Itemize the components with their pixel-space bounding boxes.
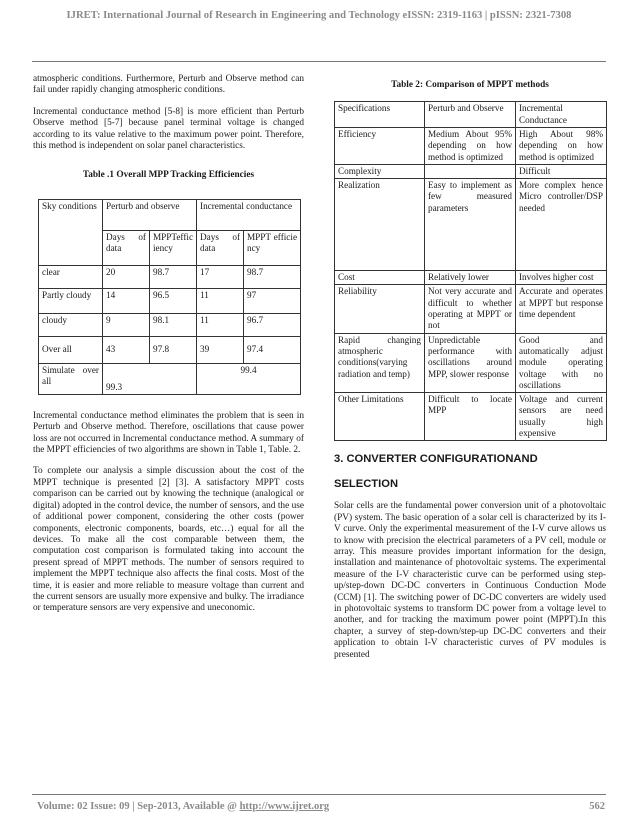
table-row: [335, 102, 607, 128]
table-cell: Difficult to locate MPP: [425, 393, 516, 441]
table-cell: 96.7: [244, 313, 301, 336]
table-cell: Difficult: [516, 164, 607, 178]
table-cell: Specifications: [335, 102, 425, 128]
table-row: [39, 265, 301, 288]
table-cell: Reliability: [335, 285, 425, 333]
table-row: [39, 199, 301, 230]
table-row: [335, 285, 607, 333]
table-cell: Simulate over all: [39, 363, 103, 394]
paragraph: atmospheric conditions. Furthermore, Perturb and Observe method can fail under rapidly changing atmospheric conditions.: [33, 74, 304, 96]
table-cell: MPPT efficiency: [244, 230, 301, 265]
table-cell: Incremental conductance: [197, 199, 301, 230]
table-cell: Perturb and observe: [103, 199, 197, 230]
table-cell: Accurate and operates at MPPT but response time dependent: [516, 285, 607, 333]
paragraph: To complete our analysis a simple discussion about the cost of the MPPT technique is presented [2] [3]. A satisfactory MPPT costs comparison can be carried out by knowing the technique (analogical or digital) adopted in the control device, the number of sensors, and the use of additional power component, considering the other costs (power components, electronic components, boards, etc…) equal for all the devices. To make all the cost comparable between them, the computation cost comparison is formulated taking into account the present spread of MPPT methods. The number of sensors required to implement the MPPT technique also affects the final costs. Most of the time, it is easier and more reliable to measure voltage than current and the current sensors are usually more expensive and bulky. The irradiance or temperature sensors are very expensive and uneconomic.: [33, 466, 304, 614]
table-cell: Realization: [335, 179, 425, 271]
table-row: [39, 313, 301, 336]
section-title-line: 3. CONVERTER CONFIGURATIONAND: [334, 453, 538, 466]
table-cell: Efficiency: [335, 128, 425, 165]
table-row: [39, 336, 301, 363]
table-cell: Partly cloudy: [39, 288, 103, 313]
table-cell: clear: [39, 265, 103, 288]
table-cell: 97: [244, 288, 301, 313]
page-number: 562: [589, 801, 605, 812]
table-cell: Sky conditions: [39, 199, 103, 265]
table-cell: 14: [103, 288, 150, 313]
table-cell: Good and automatically adjust module operating voltage with no oscillations: [516, 333, 607, 392]
table-cell: Incremental Conductance: [516, 102, 607, 128]
mppt-comparison-table: [334, 101, 607, 441]
table-cell-value: 99.3: [106, 381, 123, 392]
table-cell: High About 98% depending on how method is optimized: [516, 128, 607, 165]
table-cell: Relatively lower: [425, 271, 516, 285]
paragraph: Solar cells are the fundamental power conversion unit of a photovoltaic (PV) system. The basic operation of a solar cell is characterized by its I-V curve. Only the experimental measurement of the I-V curve allows us to know with precision the electrical parameters of a PV cell, module or array. This measure provides important information for the design, installation and maintenance of photovoltaic systems. The experimental measure of the I-V characteristic curve can be performed using step-up/step-down DC-DC converters in Continuous Conduction Mode (CCM) [1]. The switching power of DC-DC converters are widely used in photovoltaic systems to transform DC power from a voltage level to another, and for tracking the maximum power point (MPPT).In this chapter, a survey of step-down/step-up DC-DC converters and their application to obtain I-V characteristic curves of PV modules is presented: [334, 501, 606, 660]
table-cell: Days of data: [103, 230, 150, 265]
paragraph: Incremental conductance method eliminates the problem that is seen in Perturb and Observe method. Therefore, oscillations that cause power loss are not occurred in Incremental conductance method. A summary of the MPPT efficiencies of two algorithms are shown in Table 1, Table. 2.: [33, 410, 304, 456]
table1-caption: Table .1 Overall MPP Tracking Efficiencies: [82, 170, 255, 181]
table-row: [39, 288, 301, 313]
mppt-efficiency-table: [38, 199, 301, 395]
table-cell: Complexity: [335, 164, 425, 178]
table-cell: 97.8: [150, 336, 197, 363]
table-cell: Cost: [335, 271, 425, 285]
table-cell: [425, 164, 516, 178]
table-cell: 97.4: [244, 336, 301, 363]
table-cell: Unpredictable performance with oscillations around MPP, slower response: [425, 333, 516, 392]
table-cell: 39: [197, 336, 244, 363]
right-column: [334, 80, 606, 671]
table-cell: [103, 363, 197, 394]
table-cell: 99.4: [197, 363, 301, 394]
table-cell: 11: [197, 313, 244, 336]
journal-link[interactable]: http://www.ijret.org: [239, 801, 330, 812]
table-cell: 17: [197, 265, 244, 288]
table-cell: Involves higher cost: [516, 271, 607, 285]
table-cell: 96.5: [150, 288, 197, 313]
table-row: [39, 363, 301, 394]
table-cell: Over all: [39, 336, 103, 363]
table-cell: Perturb and Observe: [425, 102, 516, 128]
table-row: [335, 179, 607, 271]
table-row: [335, 393, 607, 441]
footer-rule: [32, 794, 606, 795]
table-cell: cloudy: [39, 313, 103, 336]
table-cell: More complex hence Micro controller/DSP needed: [516, 179, 607, 271]
table-row: [335, 271, 607, 285]
table-cell: 98.7: [150, 265, 197, 288]
table-cell: 43: [103, 336, 150, 363]
table-cell: 11: [197, 288, 244, 313]
section-heading: [334, 452, 606, 491]
paragraph: Incremental conductance method [5-8] is more efficient than Perturb Observe method [5-7] because panel terminal voltage is changed according to its value relative to the maximum power point. Therefore, this method is independent on solar panel characteristics.: [33, 106, 304, 152]
table-row: [335, 128, 607, 165]
left-column: [33, 74, 304, 625]
page-footer: [37, 801, 607, 812]
table-cell: 20: [103, 265, 150, 288]
table-cell: Voltage and current sensors are need usually high expensive: [516, 393, 607, 441]
table-cell: MPPTefficiency: [150, 230, 197, 265]
table-cell: Days of data: [197, 230, 244, 265]
table-cell: Other Limitations: [335, 393, 425, 441]
table-cell: 98.7: [244, 265, 301, 288]
table-cell: Not very accurate and difficult to whether operating at MPPT or not: [425, 285, 516, 333]
footer-volume: Volume: 02 Issue: 09 | Sep-2013, Available @: [37, 801, 240, 812]
table-cell: 9: [103, 313, 150, 336]
table-row: [335, 333, 607, 392]
table-cell: 98.1: [150, 313, 197, 336]
header-rule: [32, 61, 606, 62]
table2-caption: Table 2: Comparison of MPPT methods: [391, 80, 549, 90]
table-cell: Medium About 95% depending on how method is optimized: [425, 128, 516, 165]
journal-header: IJRET: International Journal of Research in Engineering and Technology eISSN: 2319-1163 | pISSN: 2321-7308: [66, 10, 572, 21]
table-cell: Easy to implement as few measured parameters: [425, 179, 516, 271]
table-cell: Rapid changing atmospheric conditions(varying radiation and temp): [335, 333, 425, 392]
section-title-line: SELECTION: [334, 478, 399, 491]
table-row: [335, 164, 607, 178]
